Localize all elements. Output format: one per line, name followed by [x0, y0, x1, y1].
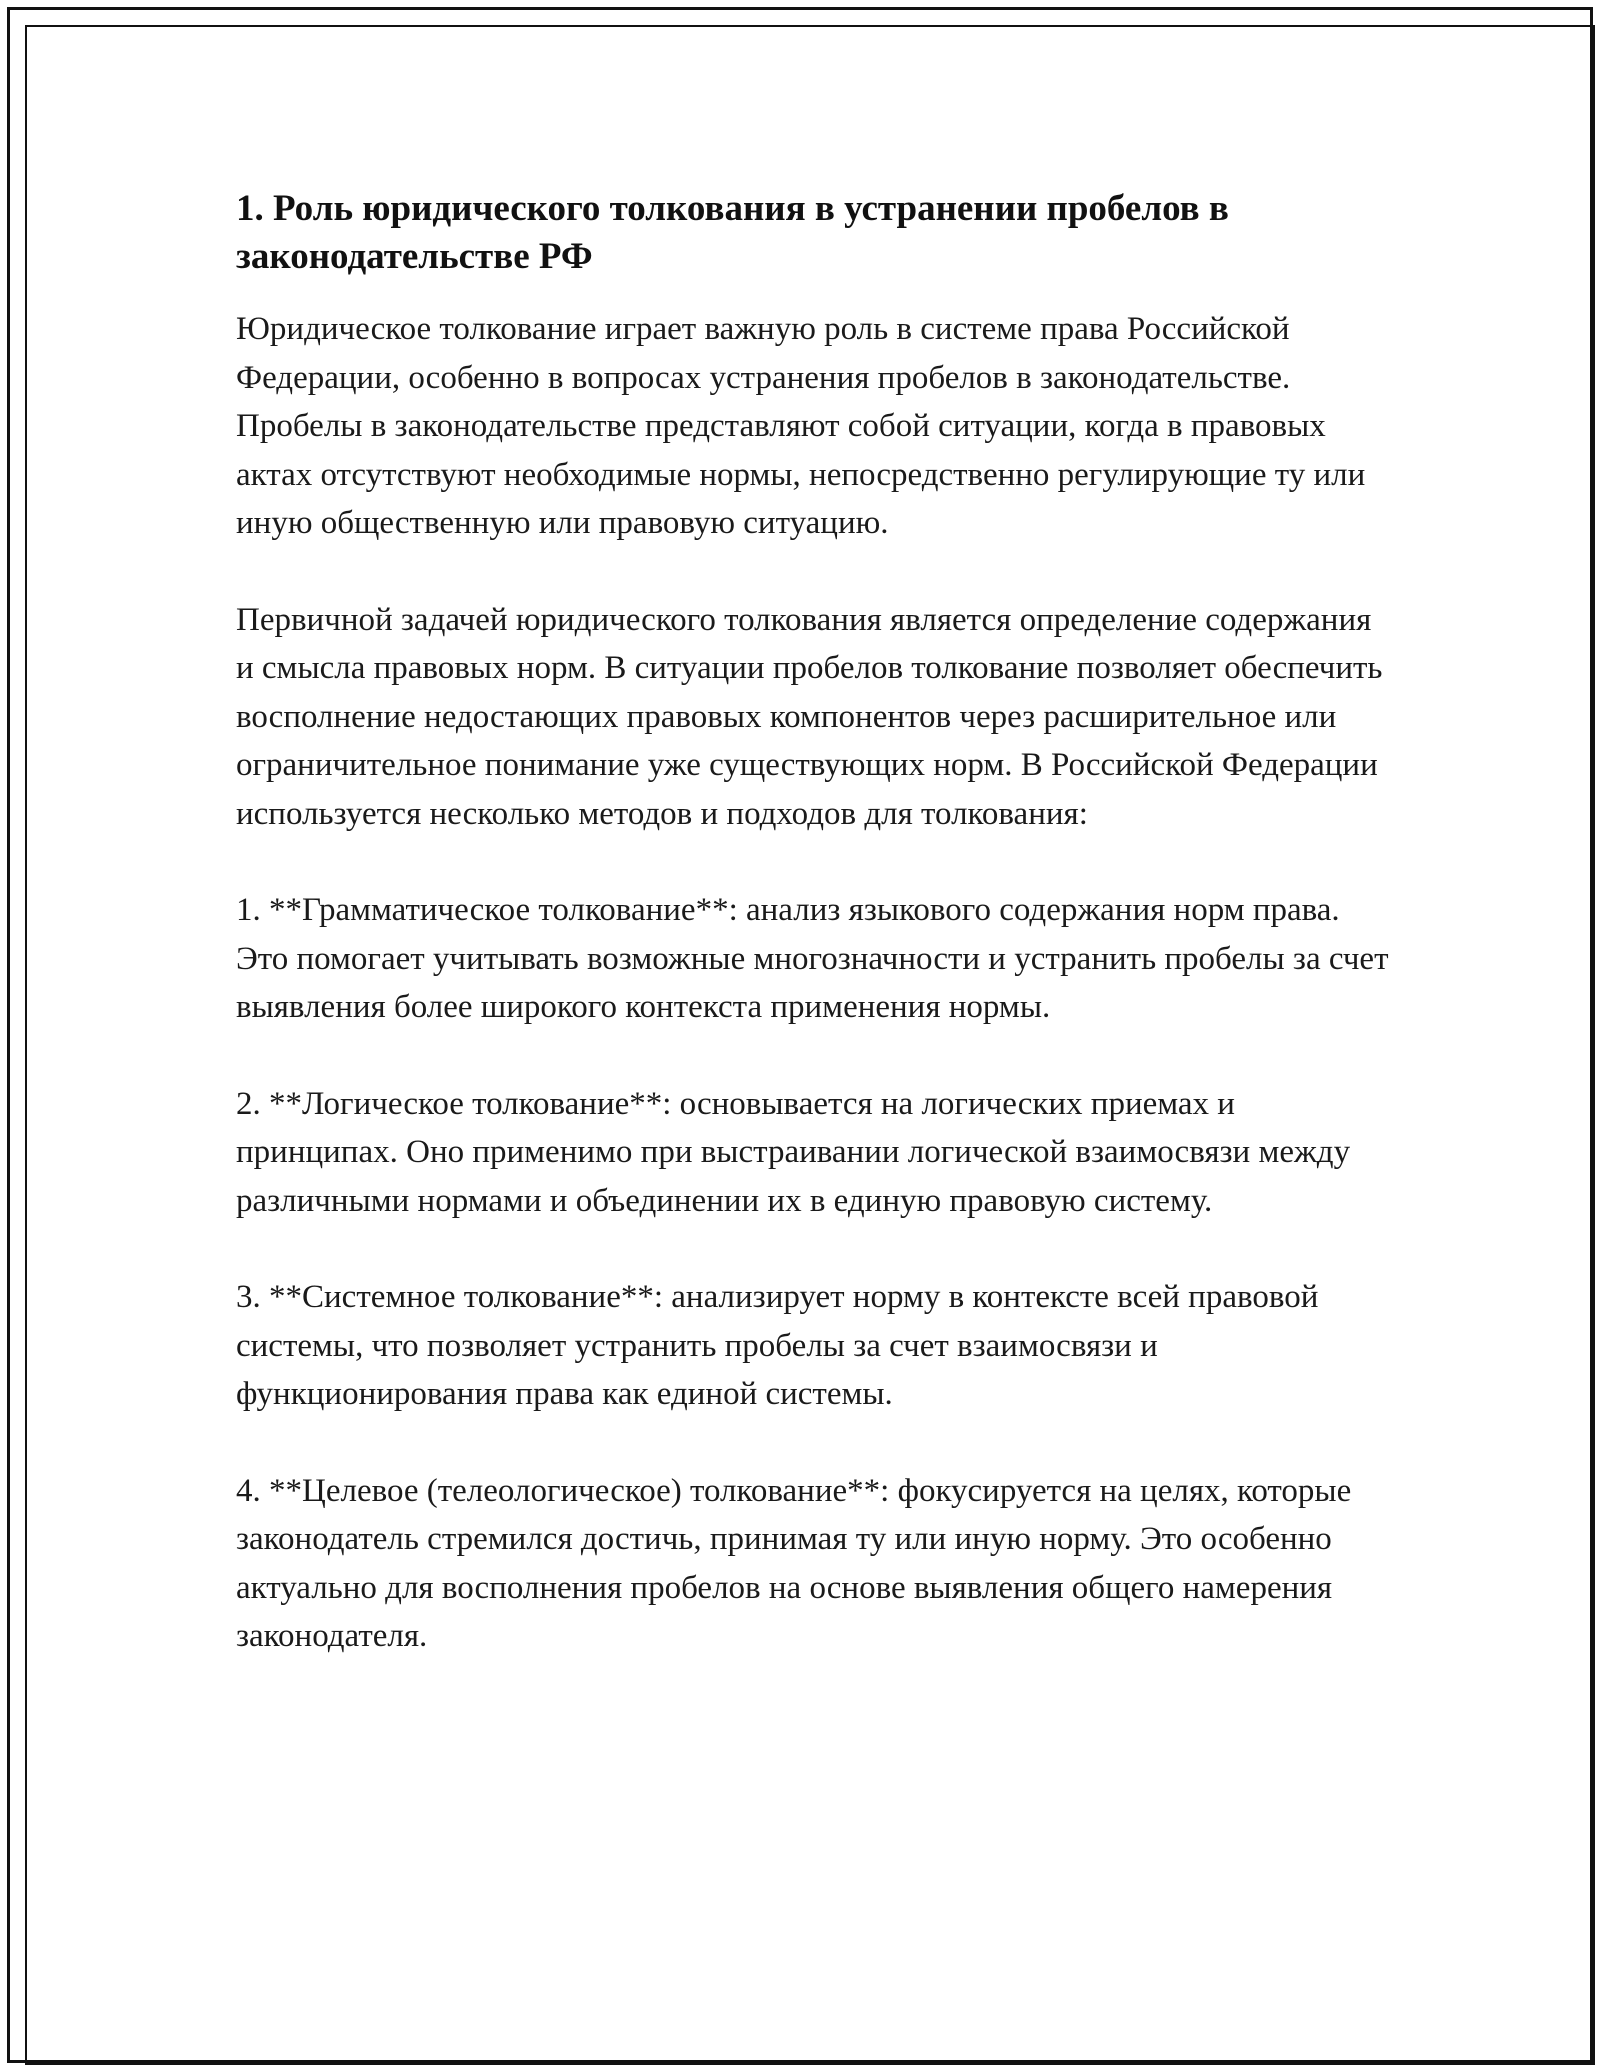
- list-item-grammatical: 1. **Грамматическое толкование**: анализ языкового содержания норм права. Это помогает учитывать возможные многозначности и устранить пробелы за счет выявления более широкого контекста применения нормы.: [236, 892, 1389, 1025]
- list-item-logical: 2. **Логическое толкование**: основывается на логических приемах и принципах. Оно применимо при выстраивании логической взаимосвязи между различными нормами и объединении их в единую правовую систему.: [236, 1085, 1351, 1219]
- document-body: [236, 185, 1396, 1709]
- list-item-systemic: 3. **Системное толкование**: анализирует норму в контексте всей правовой системы, что позволяет устранить пробелы за счет взаимосвязи и функционирования права как единой системы.: [236, 1279, 1319, 1412]
- list-item-teleological: 4. **Целевое (телеологическое) толкование**: фокусируется на целях, которые законодатель стремился достичь, принимая ту или иную норму. Это особенно актуально для восполнения пробелов на основе выявления общего намерения законодателя.: [236, 1472, 1352, 1654]
- paragraph-primary-task: Первичной задачей юридического толкования является определение содержания и смысла правовых норм. В ситуации пробелов толкование позволяет обеспечить восполнение недостающих правовых компонентов через расширительное или ограничительное понимание уже существующих норм. В Российской Федерации используется несколько методов и подходов для толкования:: [236, 601, 1383, 832]
- paragraph-intro: Юридическое толкование играет важную роль в системе права Российской Федерации, особенно в вопросах устранения пробелов в законодательстве. Пробелы в законодательстве представляют собой ситуации, когда в правовых актах отсутствуют необходимые нормы, непосредственно регулирующие ту или иную общественную или правовую ситуацию.: [236, 311, 1366, 541]
- document-title: 1. Роль юридического толкования в устранении пробелов в законодательстве РФ: [236, 188, 1229, 277]
